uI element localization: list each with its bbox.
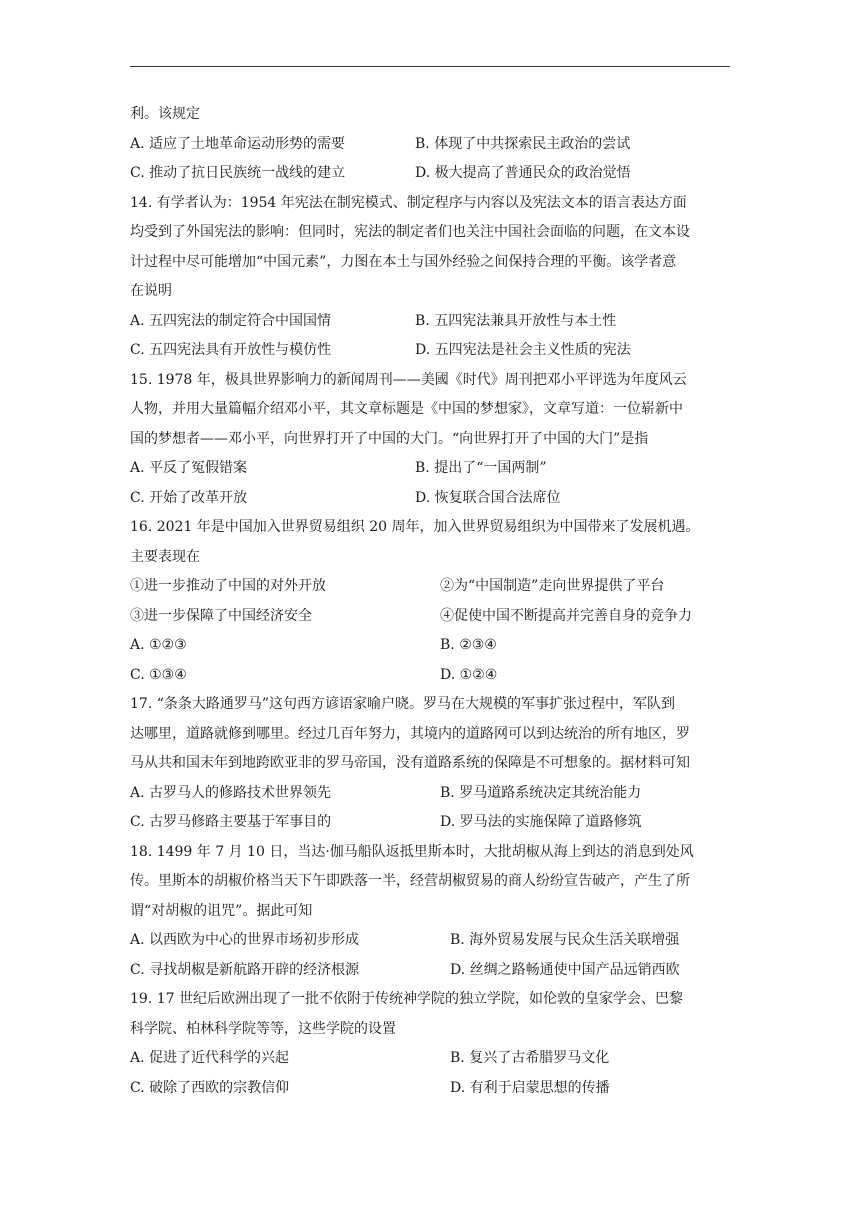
q15-stem-line-2: 人物，并用大量篇幅介绍邓小平，其文章标题是《中国的梦想家》，文章写道：一位崭新中 — [130, 401, 683, 417]
q16-option-b[interactable]: B. ②③④ — [440, 637, 497, 653]
q14-option-c[interactable]: C. 五四宪法具有开放性与模仿性 — [130, 342, 332, 358]
q14-stem-line-4: 在说明 — [130, 283, 172, 299]
q17-stem-line-2: 达哪里，道路就修到哪里。经过几百年努力，其境内的道路网可以到达统治的所有地区，罗 — [130, 725, 690, 742]
q15-stem-line-3: 国的梦想者——邓小平，向世界打开了中国的大门。“向世界打开了中国的大门”是指 — [130, 430, 649, 447]
q18-option-c[interactable]: C. 寻找胡椒是新航路开辟的经济根源 — [130, 961, 360, 978]
q16-item-2: ②为“中国制造”走向世界提供了平台 — [440, 578, 665, 594]
q18-options-row-1 — [130, 926, 740, 956]
q19-option-a[interactable]: A. 促进了近代科学的兴起 — [130, 1050, 290, 1066]
q19-stem-line-1: 19. 17 世纪后欧洲出现了一批不依附于传统神学院的独立学院，如伦敦的皇家学会、巴黎 — [130, 991, 683, 1007]
q17-option-c[interactable]: C. 古罗马修路主要基于军事目的 — [130, 814, 332, 830]
q17-option-a[interactable]: A. 古罗马人的修路技术世界领先 — [130, 784, 332, 801]
q16-items-row-2 — [130, 602, 740, 632]
q17-option-d[interactable]: D. 罗马法的实施保障了道路修筑 — [440, 814, 642, 830]
q18-option-b[interactable]: B. 海外贸易发展与民众生活关联增强 — [450, 932, 680, 948]
exam-page — [130, 100, 740, 1103]
q16-item-3: ③进一步保障了中国经济安全 — [130, 607, 312, 624]
q15-option-d[interactable]: D. 恢复联合国合法席位 — [415, 489, 561, 506]
q15-stem-line-1: 15. 1978 年，极具世界影响力的新闻周刊——美國《时代》周刊把邓小平评选为年度风云 — [130, 371, 687, 388]
q19-options-row-2 — [130, 1074, 740, 1104]
q13-option-a[interactable]: A. 适应了土地革命运动形势的需要 — [130, 135, 346, 152]
q15-option-a[interactable]: A. 平反了冤假错案 — [130, 460, 248, 476]
q17-options-row-2 — [130, 808, 740, 838]
q16-option-c[interactable]: C. ①③④ — [130, 666, 187, 683]
q18-stem-line-3: 谓“对胡椒的诅咒”。据此可知 — [130, 902, 313, 919]
q14-option-d[interactable]: D. 五四宪法是社会主义性质的宪法 — [415, 342, 631, 358]
q16-option-d[interactable]: D. ①②④ — [440, 666, 498, 683]
q13-stem-tail: 利。该规定 — [130, 106, 200, 122]
q18-options-row-2 — [130, 956, 740, 986]
q17-stem-line-3: 马从共和国末年到地跨欧亚非的罗马帝国，没有道路系统的保障是不可想象的。据材料可知 — [130, 755, 690, 771]
q16-options-row-1 — [130, 631, 740, 661]
q15-options-row-1 — [130, 454, 740, 484]
q16-stem-line-1: 16. 2021 年是中国加入世界贸易组织 20 周年，加入世界贸易组织为中国带来了发展机遇。 — [130, 519, 700, 535]
q14-option-b[interactable]: B. 五四宪法兼具开放性与本土性 — [415, 312, 617, 329]
header-rule — [130, 66, 730, 67]
q19-option-d[interactable]: D. 有利于启蒙思想的传播 — [450, 1079, 610, 1096]
q15-option-c[interactable]: C. 开始了改革开放 — [130, 489, 248, 506]
q16-option-a[interactable]: A. ①②③ — [130, 637, 187, 653]
q14-options-row-1 — [130, 307, 740, 337]
q19-stem-line-2: 科学院、柏林科学院等等，这些学院的设置 — [130, 1020, 396, 1037]
q14-options-row-2 — [130, 336, 740, 366]
q16-item-4: ④促使中国不断提高并完善自身的竞争力 — [440, 607, 692, 624]
q14-option-a[interactable]: A. 五四宪法的制定符合中国国情 — [130, 312, 332, 329]
q19-option-b[interactable]: B. 复兴了古希腊罗马文化 — [450, 1050, 610, 1066]
q15-options-row-2 — [130, 484, 740, 514]
q15-option-b[interactable]: B. 提出了“一国两制” — [415, 460, 547, 476]
q16-item-1: ①进一步推动了中国的对外开放 — [130, 578, 326, 594]
q14-stem-line-2: 均受到了外国宪法的影响：但同时，宪法的制定者们也关注中国社会面临的问题，在文本设 — [130, 224, 690, 240]
q17-stem-line-1: 17. “条条大路通罗马”这句西方谚语家喻户晓。罗马在大规模的军事扩张过程中，军队到 — [130, 696, 676, 712]
q13-option-c[interactable]: C. 推动了抗日民族统一战线的建立 — [130, 165, 346, 181]
q13-option-b[interactable]: B. 体现了中共探索民主政治的尝试 — [415, 135, 631, 152]
q19-options-row-1 — [130, 1044, 740, 1074]
q17-option-b[interactable]: B. 罗马道路系统决定其统治能力 — [440, 784, 642, 801]
q13-option-d[interactable]: D. 极大提高了普通民众的政治觉悟 — [415, 165, 631, 181]
q13-options-row-2 — [130, 159, 740, 189]
q14-stem-line-3: 计过程中尽可能增加“中国元素”，力图在本土与国外经验之间保持合理的平衡。该学者意 — [130, 253, 677, 270]
q18-option-d[interactable]: D. 丝绸之路畅通使中国产品远销西欧 — [450, 961, 680, 978]
q18-option-a[interactable]: A. 以西欧为中心的世界市场初步形成 — [130, 932, 360, 948]
q18-stem-line-1: 18. 1499 年 7 月 10 日，当达·伽马船队返抵里斯本时，大批胡椒从海上到达的消息到处风 — [130, 843, 694, 860]
q17-options-row-1 — [130, 779, 740, 809]
q14-stem-line-1: 14. 有学者认为：1954 年宪法在制宪模式、制定程序与内容以及宪法文本的语言表达方面 — [130, 194, 687, 211]
q16-items-row-1 — [130, 572, 740, 602]
q16-stem-line-2: 主要表现在 — [130, 548, 200, 565]
q13-options-row-1 — [130, 130, 740, 160]
q19-option-c[interactable]: C. 破除了西欧的宗教信仰 — [130, 1079, 290, 1096]
q16-options-row-2 — [130, 661, 740, 691]
q18-stem-line-2: 传。里斯本的胡椒价格当天下午即跌落一半，经营胡椒贸易的商人纷纷宣告破产，产生了所 — [130, 873, 690, 889]
